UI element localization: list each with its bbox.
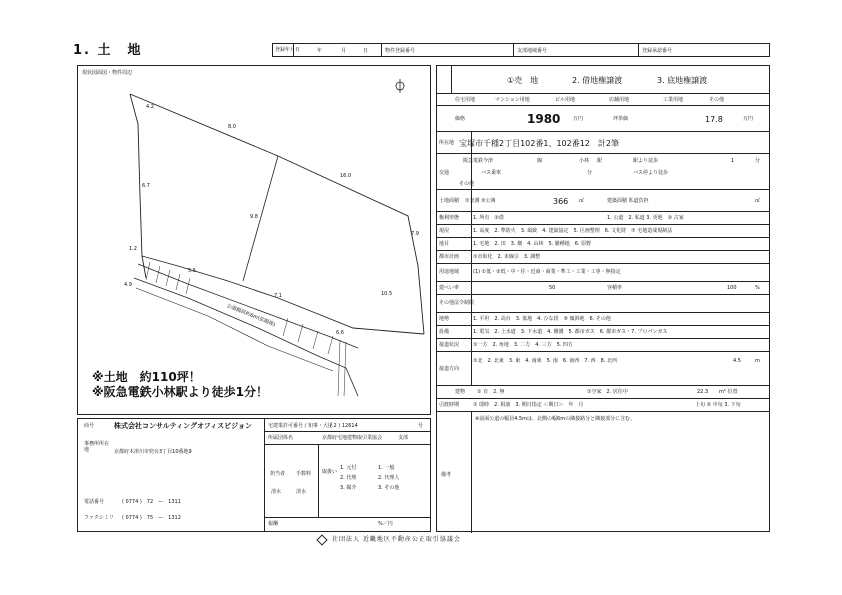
- site-plan-drawing: [78, 66, 432, 416]
- road-label: 接道状況: [439, 342, 460, 348]
- section-title: 1. 土 地: [73, 43, 143, 58]
- note-no-label: 登録承認番号: [642, 48, 673, 54]
- fax: ( 0774 ) 75 — 1312: [122, 515, 181, 521]
- fee-label: 報酬: [268, 521, 279, 527]
- address-label: 事務所所在地: [84, 441, 110, 453]
- current-status: ①空家 2. 居住中: [587, 389, 628, 395]
- length-label: 10.5: [381, 291, 393, 297]
- walk-unit: 分: [755, 158, 761, 164]
- road-value: ①一方 2. 角地 3. 二方 4. 三方 5. 四方: [473, 342, 573, 348]
- assoc-label: 所属団体名: [268, 435, 294, 441]
- deal-col4-0: 1. 一般: [378, 465, 395, 471]
- area-value: 366: [553, 197, 569, 206]
- bus-stop: バス停より徒歩: [633, 170, 669, 176]
- length-label: 5.5: [188, 268, 196, 274]
- address: 京都府木津川市兜台3丁目10番地9: [114, 449, 192, 455]
- use-opt-2: ビル用地: [555, 97, 576, 103]
- type-sale: ①売 地: [507, 76, 539, 85]
- reg-day: 日: [363, 48, 369, 54]
- other-label: その他: [459, 181, 475, 187]
- station-suffix: 駅: [597, 158, 603, 164]
- price-value: 1980: [527, 112, 561, 126]
- trade-value: 22.3: [697, 389, 709, 395]
- area-unit: ㎡: [579, 198, 585, 204]
- right-value: 1. 所有 ②借: [473, 215, 504, 221]
- setback-label: 建築面積 私道負担: [607, 198, 649, 204]
- deal-col1-0: 1. 元付: [340, 465, 357, 471]
- use-opt-1: マンション用地: [495, 97, 530, 103]
- road-dir-label: 接道方向: [439, 366, 460, 372]
- facilities-label: 設備: [439, 329, 450, 335]
- price-unit: 万円: [573, 116, 584, 122]
- length-label: 1.2: [129, 246, 137, 252]
- length-label: 7.9: [411, 231, 419, 237]
- road-width-unit: m: [755, 358, 760, 364]
- right-label: 権利形態: [439, 215, 460, 221]
- deal-col1-1: 2. 代理: [340, 475, 357, 481]
- tsubo-price: 17.8: [705, 115, 723, 124]
- length-label: 4.9: [124, 282, 132, 288]
- internal-no-label: 物件登録番号: [385, 48, 416, 54]
- branch-no-label: 支部地域番号: [517, 48, 548, 54]
- registration-header: [272, 43, 770, 57]
- remarks-label: 備考: [441, 472, 452, 478]
- water-b: 清水: [296, 489, 307, 495]
- contact-label: 取扱い: [322, 469, 338, 475]
- other-limit-value: 1. 高度 2. 準防火 3. 風致 4. 建築協定 5. 区画整理 6. 文化財 ⑦ 宅地造成規制法: [473, 228, 673, 234]
- assoc-name: 京都府宅地建物取引業協会: [322, 435, 383, 441]
- map-note-1: ※土地 約110坪！: [92, 370, 201, 384]
- bus-min: 分: [587, 170, 593, 176]
- deal-col1-2: 3. 媒介: [340, 485, 357, 491]
- license-suffix: 号: [418, 423, 424, 429]
- license-no: ( 2 ) 12614: [330, 423, 358, 429]
- far-unit: %: [755, 285, 760, 291]
- map-panel: [77, 65, 431, 415]
- type-base: 3. 底地権譲渡: [657, 76, 708, 85]
- handler-label: 担当者: [270, 471, 286, 477]
- type-leasehold: 2. 借地権譲渡: [572, 76, 623, 85]
- trade-name: 株式会社コンサルティングオフィスビジョン: [114, 422, 253, 430]
- line-suffix: 線: [537, 158, 543, 164]
- use-opt-4: 工業用地: [663, 97, 684, 103]
- length-label: 9.8: [250, 214, 258, 220]
- tsubo-unit: 万円: [743, 116, 754, 122]
- use-opt-5: その他: [709, 97, 725, 103]
- footer-org: 社団法人 近畿地区不動産公正取引協議会: [332, 536, 461, 543]
- length-label: 4.2: [146, 104, 154, 110]
- remarks: ※前面公道の幅員4.5mは、北側の幅6mの隣接路分と隣接部分に含む。: [475, 416, 636, 422]
- water-a: 清水: [271, 489, 282, 495]
- delivery-tail: 上旬 ② 中旬 3. 下旬: [695, 402, 741, 408]
- line-name: 阪急電鉄今津: [463, 158, 494, 164]
- fee-value: %／円: [378, 521, 393, 527]
- deal-col4-1: 2. 代理人: [378, 475, 400, 481]
- map-note-2: ※阪急電鉄小林駅より徒歩1分！: [92, 385, 269, 399]
- station: 小林: [579, 158, 590, 164]
- city-value: ①市街化 2. 未線引 3. 調整: [473, 254, 541, 260]
- facilities-value: 1. 電気 2. 上水道 3. 下水道 4. 側溝 5. 都市ガス 6. 都市ガス・7. プロパンガス: [473, 329, 668, 335]
- use-opt-3: 店舗用地: [609, 97, 630, 103]
- far-value: 100: [727, 285, 737, 291]
- price-label: 価格: [455, 116, 466, 122]
- length-label: 16.0: [340, 173, 352, 179]
- bcr-label: 建ぺい率: [439, 285, 460, 291]
- length-label: 8.0: [228, 124, 236, 130]
- delivery-value: ① 即時 2. 相談 3. 期日指定 ＜期日＞ 年 月: [473, 402, 584, 408]
- location: 宝塚市千種2丁目102番1、102番12 計2筆: [459, 139, 619, 148]
- category-label: 地目: [439, 241, 450, 247]
- phone-label: 電話番号: [84, 499, 105, 505]
- city-label: 都市計画: [439, 254, 460, 260]
- reg-month: 月: [341, 48, 347, 54]
- road-label: 公道幅員約6m(拡幅後): [225, 303, 277, 329]
- org-logo-icon: [316, 534, 327, 545]
- length-label: 6.6: [336, 330, 344, 336]
- area-type: ①実測 ②公簿: [465, 198, 496, 204]
- assoc-suffix: 支部: [398, 435, 409, 441]
- traffic-label: 交通: [439, 170, 450, 176]
- map-title: 現状図面図・物件周辺: [82, 70, 133, 76]
- delivery-label: 引渡時期: [439, 402, 460, 408]
- deal-col4-2: 3. その他: [378, 485, 400, 491]
- length-label: 6.7: [142, 183, 150, 189]
- building-value: ① 有 2. 無: [477, 389, 505, 395]
- agent-panel: [77, 418, 431, 532]
- other-limit-label: その他法令制限: [439, 300, 475, 306]
- walk-label: 駅より徒歩: [633, 158, 659, 164]
- building-label: 建物: [455, 389, 466, 395]
- license-label: 宅建業許可番号 / 知事・大臣: [268, 423, 333, 429]
- walk-min: 1: [731, 158, 735, 164]
- detail-panel: [436, 65, 770, 532]
- road-dir-value: ①北 2. 北東 3. 東 4. 南東 5. 南 6. 南西 7. 西 8. 北西: [473, 358, 618, 364]
- bus-line: バス乗車: [481, 170, 502, 176]
- commission-label: 手数料: [296, 471, 312, 477]
- length-label: 7.1: [274, 293, 282, 299]
- reg-date-label: 登録年月日: [275, 47, 301, 53]
- area-label: 土地面積: [439, 198, 460, 204]
- road-width: 4.5: [733, 358, 741, 364]
- terrain-label: 地勢: [439, 316, 450, 322]
- phone: ( 0774 ) 72 — 1311: [122, 499, 181, 505]
- state-value: 1. 公道 2. 私道 3. 更地 ③ 古家: [607, 215, 684, 221]
- current-label: 現況: [439, 228, 450, 234]
- zoning-label: 用途地域: [439, 269, 460, 275]
- terrain-value: 1. 平坦 2. 高台 3. 低地 4. ひな段 ⑤ 傾斜地 6. その他: [473, 316, 611, 322]
- bcr-value: 50: [549, 285, 556, 291]
- reg-year: 年: [317, 48, 323, 54]
- use-opt-0: 住宅用地: [455, 97, 476, 103]
- tsubo-label: 坪単価: [613, 116, 629, 122]
- far-label: 容積率: [607, 285, 623, 291]
- zoning-value: (1) ①低・②低・中・住・近商・商業・準工・工業・工専・無指定: [473, 269, 621, 275]
- fax-label: ファクシミリ: [84, 515, 114, 521]
- trade-unit: m² 位置: [719, 389, 738, 395]
- location-label: 所在地: [439, 140, 455, 146]
- setback-unit: ㎡: [755, 198, 761, 204]
- category-value: 1. 宅地 2. 田 3. 畑 4. 山林 5. 雑種地 6. 原野: [473, 241, 592, 247]
- trade-name-label: 商号: [84, 423, 95, 429]
